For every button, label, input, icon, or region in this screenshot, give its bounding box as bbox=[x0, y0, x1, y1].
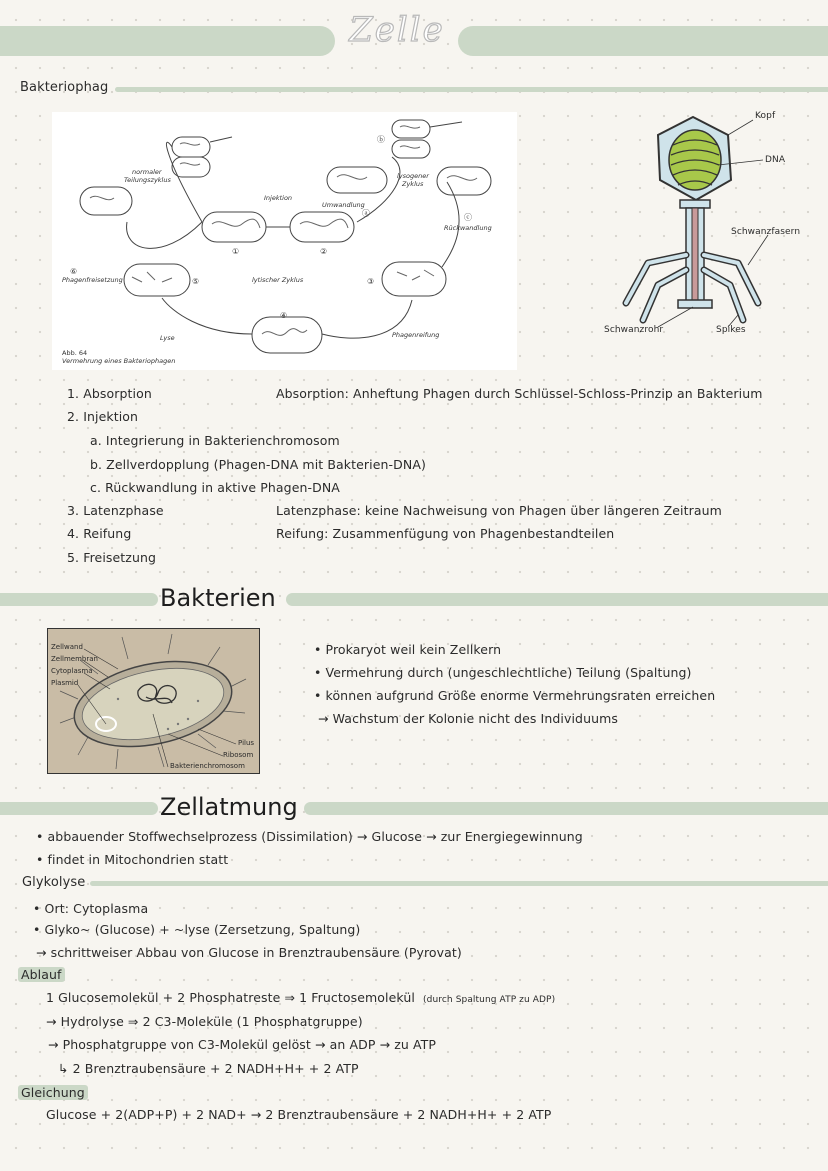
title-bar-right bbox=[458, 26, 828, 56]
diagram-num-c: ⓒ bbox=[464, 213, 472, 222]
diagram-num-4: ④ bbox=[280, 311, 288, 320]
bacteria-bullet-3: • können aufgrund Größe enorme Vermehrungsraten erreichen bbox=[314, 688, 716, 703]
ablauf-line-1-text: 1 Glucosemolekül + 2 Phosphatreste ⇒ 1 Fructosemolekül bbox=[46, 990, 415, 1005]
glycolysis-bullet-2: • Glyko~ (Glucose) + ~lyse (Zersetzung, Spaltung) bbox=[33, 922, 361, 937]
phage-step-2a: a. Integrierung in Bakterienchromosom bbox=[90, 433, 340, 448]
ablauf-line-4: ↳ 2 Brenztraubensäure + 2 NADH+H+ + 2 ATP bbox=[58, 1061, 359, 1076]
phage-structure-drawing bbox=[598, 105, 823, 350]
diagram-label-phagenfreisetzung: Phagenfreisetzung bbox=[62, 276, 123, 284]
bacteria-label-bakterienchromosom: Bakterienchromosom bbox=[170, 762, 245, 770]
diagram-num-a: ⓐ bbox=[362, 209, 370, 218]
phage-heading: Bakteriophag bbox=[20, 80, 109, 95]
phage-step-5: 5. Freisetzung bbox=[67, 550, 157, 565]
phage-label-schwanzrohr: Schwanzrohr bbox=[604, 325, 664, 335]
diagram-label-teilungszyklus: Teilungszyklus bbox=[124, 176, 171, 184]
glycolysis-heading: Glykolyse bbox=[22, 875, 86, 890]
diagram-num-5: ⑤ bbox=[192, 277, 200, 286]
gleichung-heading-text: Gleichung bbox=[18, 1085, 88, 1100]
bacteria-bullet-1: • Prokaryot weil kein Zellkern bbox=[314, 642, 502, 657]
bacteria-bullet-2: • Vermehrung durch (ungeschlechtliche) Teilung (Spaltung) bbox=[314, 665, 692, 680]
bacteria-label-zellmembran: Zellmembran bbox=[51, 655, 98, 663]
bacteria-image bbox=[47, 628, 260, 774]
bacteria-label-ribosom: Ribosom bbox=[223, 751, 254, 759]
diagram-label-phagenreifung: Phagenreifung bbox=[392, 331, 440, 339]
diagram-num-b: ⓑ bbox=[377, 135, 385, 144]
phage-step-1: 1. Absorption bbox=[67, 386, 152, 401]
phage-step-2b: b. Zellverdopplung (Phagen-DNA mit Bakterien-DNA) bbox=[90, 457, 426, 472]
phage-step-4: 4. Reifung bbox=[67, 526, 132, 541]
diagram-num-6: ⑥ bbox=[70, 267, 78, 276]
diagram-num-2: ② bbox=[320, 247, 328, 256]
diagram-num-3: ③ bbox=[367, 277, 375, 286]
title-bar-left bbox=[0, 26, 335, 56]
phage-label-kopf: Kopf bbox=[755, 111, 776, 121]
diagram-label-lytischer: lytischer Zyklus bbox=[252, 276, 304, 284]
ablauf-line-3: → Phosphatgruppe von C3-Molekül gelöst → an ADP → zu ATP bbox=[48, 1037, 437, 1052]
diagram-caption-1: Abb. 64 bbox=[62, 349, 88, 357]
bacteria-label-zellwand: Zellwand bbox=[51, 643, 83, 651]
bacteria-bullet-4: → Wachstum der Kolonie nicht des Individuums bbox=[318, 711, 619, 726]
diagram-label-normal: normaler bbox=[132, 168, 162, 176]
respiration-bullet-1: • abbauender Stoffwechselprozess (Dissimilation) → Glucose → zur Energiegewinnung bbox=[36, 829, 583, 844]
diagram-label-injektion: Injektion bbox=[264, 194, 293, 202]
diagram-caption-2: Vermehrung eines Bakteriophagen bbox=[62, 357, 176, 365]
phage-step-2c: c. Rückwandlung in aktive Phagen-DNA bbox=[90, 480, 340, 495]
respiration-bar-left bbox=[0, 802, 158, 815]
bacteria-bar-right bbox=[286, 593, 828, 606]
diagram-label-lyse: Lyse bbox=[160, 334, 175, 342]
glycolysis-heading-underline bbox=[90, 881, 828, 886]
phage-heading-underline bbox=[115, 87, 828, 92]
diagram-label-umwandlung: Umwandlung bbox=[322, 201, 365, 209]
phage-cycle-diagram bbox=[52, 112, 517, 370]
phage-note-absorption: Absorption: Anheftung Phagen durch Schlüssel-Schloss-Prinzip an Bakterium bbox=[276, 386, 763, 401]
ablauf-heading bbox=[18, 967, 65, 982]
phage-step-2: 2. Injektion bbox=[67, 409, 139, 424]
diagram-num-1: ① bbox=[232, 247, 240, 256]
glycolysis-bullet-1: • Ort: Cytoplasma bbox=[33, 901, 149, 916]
diagram-label-lysogener: lysogener bbox=[397, 172, 429, 180]
bacteria-bar-left bbox=[0, 593, 158, 606]
diagram-label-zyklus: Zyklus bbox=[402, 180, 424, 188]
bacteria-label-cytoplasma: Cytoplasma bbox=[51, 667, 93, 675]
phage-note-reifung: Reifung: Zusammenfügung von Phagenbestandteilen bbox=[276, 526, 615, 541]
page-title: Zelle bbox=[349, 10, 445, 50]
phage-step-3: 3. Latenzphase bbox=[67, 503, 164, 518]
ablauf-heading-text: Ablauf bbox=[18, 967, 65, 982]
phage-note-latenzphase: Latenzphase: keine Nachweisung von Phagen über längeren Zeitraum bbox=[276, 503, 722, 518]
gleichung-text: Glucose + 2(ADP+P) + 2 NAD+ → 2 Brenztraubensäure + 2 NADH+H+ + 2 ATP bbox=[46, 1107, 552, 1122]
phage-label-dna: DNA bbox=[765, 155, 786, 165]
bacteria-label-plasmid: Plasmid bbox=[51, 679, 79, 687]
phage-label-schwanzfasern: Schwanzfasern bbox=[731, 227, 801, 237]
respiration-bullet-2: • findet in Mitochondrien statt bbox=[36, 852, 229, 867]
ablauf-line-2: → Hydrolyse ⇒ 2 C3-Moleküle (1 Phosphatgruppe) bbox=[46, 1014, 363, 1029]
bacteria-label-pilus: Pilus bbox=[238, 739, 255, 747]
ablauf-line-1-note: (durch Spaltung ATP zu ADP) bbox=[423, 995, 556, 1005]
respiration-heading: Zellatmung bbox=[160, 793, 298, 821]
bacteria-heading: Bakterien bbox=[160, 584, 276, 612]
phage-label-spikes: Spikes bbox=[716, 325, 746, 335]
gleichung-heading bbox=[18, 1085, 88, 1100]
diagram-label-rueckwandlung: Rückwandlung bbox=[444, 224, 492, 232]
phage-cycle-svg bbox=[52, 112, 517, 370]
glycolysis-bullet-3: → schrittweiser Abbau von Glucose in Brenztraubensäure (Pyrovat) bbox=[36, 945, 462, 960]
ablauf-line-1 bbox=[46, 990, 555, 1005]
respiration-bar-right bbox=[304, 802, 828, 815]
